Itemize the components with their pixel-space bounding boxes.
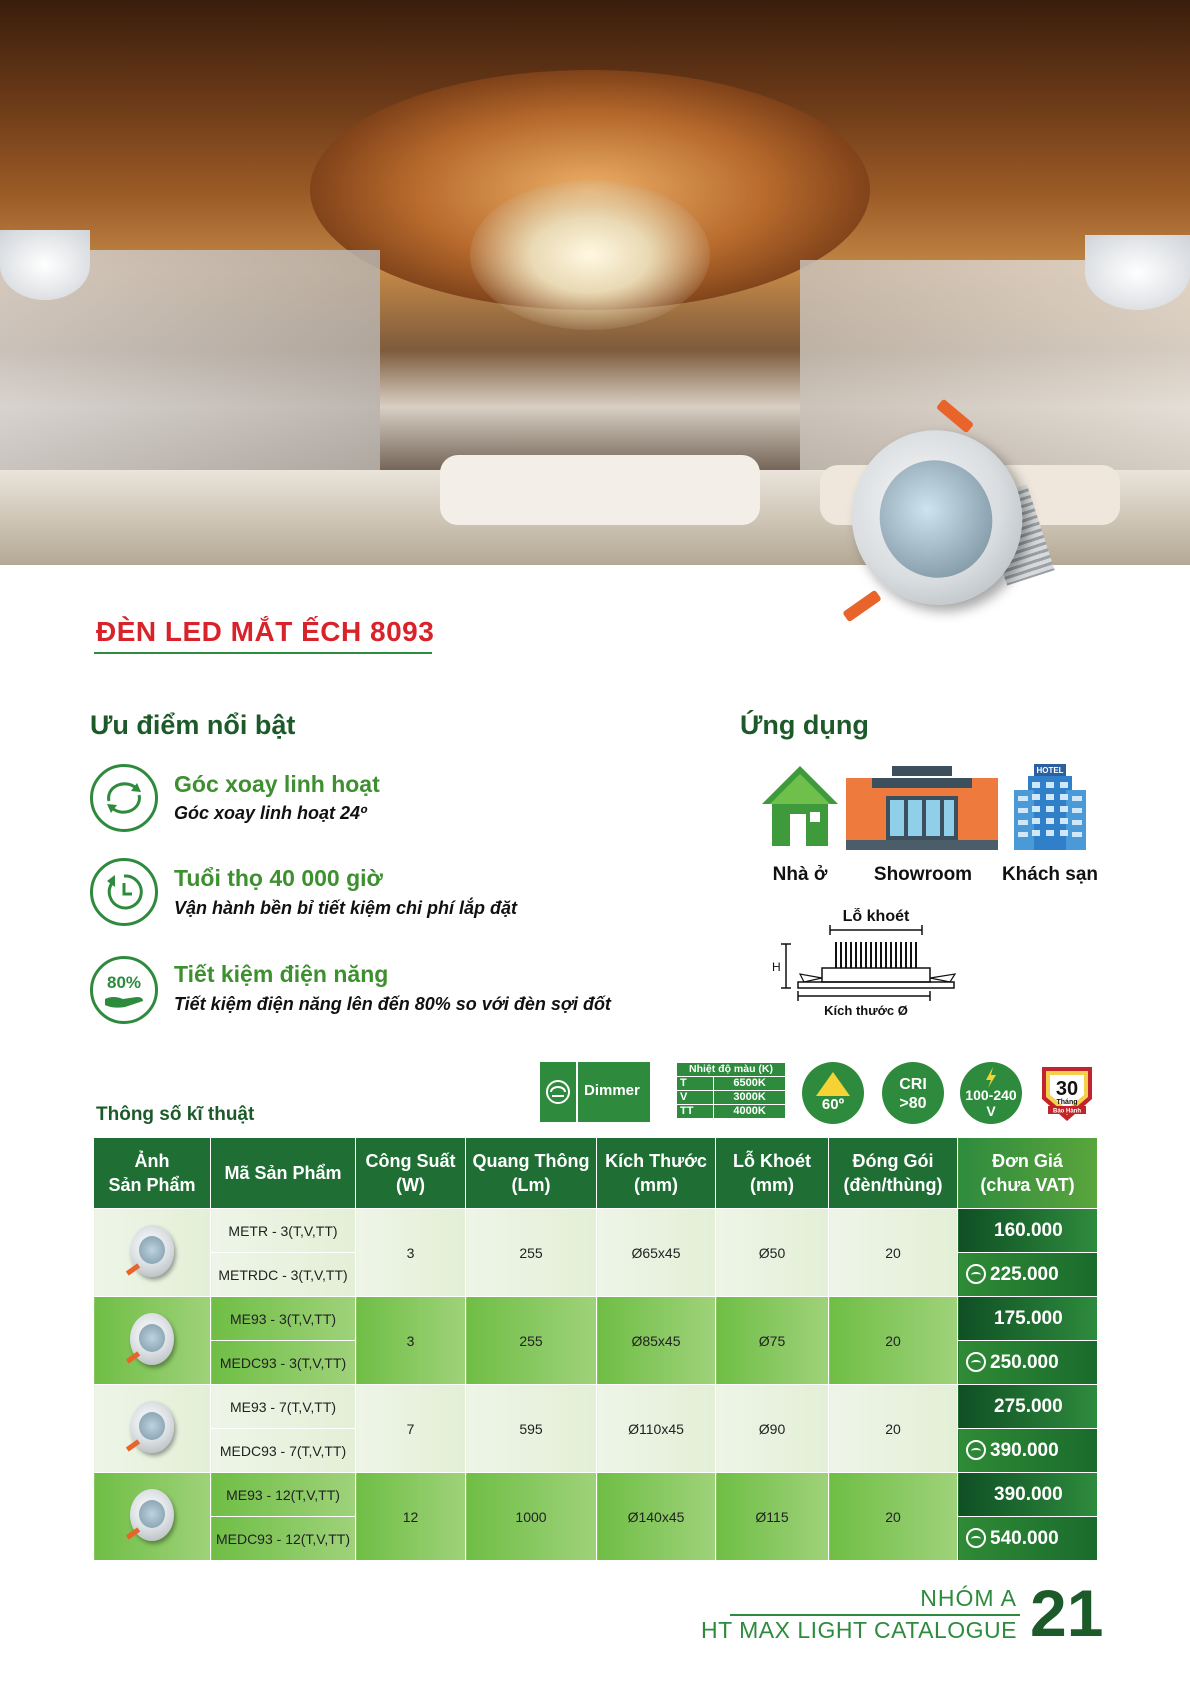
hole-label: Lỗ khoét — [842, 908, 910, 925]
rotate-icon — [90, 764, 158, 832]
application-label: Nhà ở — [772, 864, 828, 885]
lumen-cell: 255 — [466, 1209, 597, 1297]
hole-cell: Ø75 — [716, 1297, 829, 1385]
cri-badge — [882, 1062, 944, 1124]
house-icon — [760, 762, 840, 850]
size-cell: Ø65x45 — [597, 1209, 716, 1297]
color-temp-value: 4000K — [714, 1105, 786, 1119]
price-cell: 275.000 — [958, 1385, 1098, 1429]
warranty-number: 30 — [1055, 1078, 1079, 1100]
color-temp-value: 6500K — [714, 1077, 786, 1091]
size-cell: Ø110x45 — [597, 1385, 716, 1473]
voltage-badge — [960, 1062, 1022, 1124]
dimmer-icon — [966, 1528, 986, 1548]
saving-icon — [90, 956, 158, 1024]
size-cell: Ø140x45 — [597, 1473, 716, 1561]
hole-cell: Ø115 — [716, 1473, 829, 1561]
pack-cell: 20 — [829, 1209, 958, 1297]
product-code: MEDC93 - 7(T,V,TT) — [211, 1429, 356, 1473]
color-temp-code: TT — [677, 1105, 714, 1119]
chandelier-left — [0, 230, 90, 300]
dimmer-label: Dimmer — [584, 1082, 640, 1099]
table-row — [94, 1209, 1098, 1253]
showroom-icon — [846, 764, 998, 854]
feature-title: Góc xoay linh hoạt — [174, 771, 380, 797]
feature-desc: Vận hành bền bỉ tiết kiệm chi phí lắp đặt — [174, 898, 518, 918]
price-cell: 390.000 — [958, 1473, 1098, 1517]
voltage-range: 100-240 — [965, 1087, 1017, 1103]
pack-cell: 20 — [829, 1385, 958, 1473]
cri-label: CRI — [899, 1076, 927, 1093]
col-header-pack: Đóng Gói (đèn/thùng) — [829, 1138, 958, 1209]
chandelier-right — [1085, 235, 1190, 310]
col-header-hole: Lỗ Khoét (mm) — [716, 1138, 829, 1209]
hole-cell: Ø50 — [716, 1209, 829, 1297]
power-cell: 3 — [356, 1209, 466, 1297]
lumen-cell: 1000 — [466, 1473, 597, 1561]
dimmer-icon — [966, 1352, 986, 1372]
footer-catalogue: HT MAX LIGHT CATALOGUE — [700, 1617, 1017, 1643]
price-cell-dimmer: 540.000 — [958, 1517, 1098, 1561]
power-cell: 7 — [356, 1385, 466, 1473]
feature-title: Tuổi thọ 40 000 giờ — [174, 865, 383, 891]
warranty-label: Bảo Hành — [1052, 1108, 1082, 1115]
lamp-thumb-icon — [130, 1225, 174, 1277]
sofa — [440, 455, 760, 525]
color-temp-code: T — [677, 1077, 714, 1091]
feature-desc: Tiết kiệm điện năng lên đến 80% so với đèn sợi đốt — [174, 994, 611, 1014]
price-cell-dimmer: 250.000 — [958, 1341, 1098, 1385]
beam-angle-label: 60º — [821, 1096, 845, 1113]
color-temp-code: V — [677, 1091, 714, 1105]
lamp-thumb-icon — [130, 1489, 174, 1541]
feature-desc: Góc xoay linh hoạt 24º — [174, 803, 367, 823]
application-label: Khách sạn — [1001, 864, 1099, 885]
col-header-size: Kích Thước (mm) — [597, 1138, 716, 1209]
product-photo — [842, 410, 1042, 640]
beam-angle-badge — [802, 1062, 864, 1124]
product-thumbnail — [94, 1473, 211, 1561]
feature-title: Tiết kiệm điện năng — [174, 961, 389, 987]
col-header-lumen: Quang Thông (Lm) — [466, 1138, 597, 1209]
price-cell: 175.000 — [958, 1297, 1098, 1341]
product-code: ME93 - 12(T,V,TT) — [211, 1473, 356, 1517]
product-code: ME93 - 7(T,V,TT) — [211, 1385, 356, 1429]
dimension-diagram — [770, 908, 960, 1022]
hotel-sign: HOTEL — [1036, 766, 1064, 775]
pack-cell: 20 — [829, 1473, 958, 1561]
table-row — [94, 1385, 1098, 1429]
spring-clip — [842, 590, 882, 623]
col-header-code: Mã Sản Phẩm — [211, 1138, 356, 1209]
spec-heading: Thông số kĩ thuật — [96, 1104, 255, 1125]
hole-cell: Ø90 — [716, 1385, 829, 1473]
lamp-thumb-icon — [130, 1401, 174, 1453]
page-number: 21 — [1030, 1576, 1104, 1650]
product-title: ĐÈN LED MẮT ẾCH 8093 — [96, 616, 435, 647]
dimmer-icon — [540, 1062, 578, 1122]
title-underline — [94, 652, 432, 654]
col-header-price: Đơn Giá (chưa VAT) — [958, 1138, 1098, 1209]
price-cell: 160.000 — [958, 1209, 1098, 1253]
spec-table — [93, 1137, 1098, 1561]
voltage-unit: V — [986, 1103, 996, 1119]
hotel-icon — [1014, 762, 1086, 854]
saving-badge-text: 80% — [106, 973, 142, 992]
color-temp-value: 3000K — [714, 1091, 786, 1105]
advantages-heading: Ưu điểm nổi bật — [90, 710, 296, 740]
power-cell: 3 — [356, 1297, 466, 1385]
col-header-power: Công Suất (W) — [356, 1138, 466, 1209]
lumen-cell: 255 — [466, 1297, 597, 1385]
product-code: ME93 - 3(T,V,TT) — [211, 1297, 356, 1341]
table-row — [94, 1473, 1098, 1517]
price-cell-dimmer: 390.000 — [958, 1429, 1098, 1473]
product-code: METR - 3(T,V,TT) — [211, 1209, 356, 1253]
beam-angle-icon — [802, 1062, 864, 1124]
clock-icon — [90, 858, 158, 926]
pack-cell: 20 — [829, 1297, 958, 1385]
application-label: Showroom — [873, 864, 973, 885]
color-temperature-table — [676, 1062, 786, 1119]
dimmer-badge — [540, 1062, 650, 1122]
applications-heading: Ứng dụng — [740, 710, 869, 740]
height-label: H — [772, 960, 781, 974]
product-code: MEDC93 - 3(T,V,TT) — [211, 1341, 356, 1385]
warranty-badge — [1038, 1063, 1096, 1123]
cri-value: >80 — [899, 1095, 927, 1112]
table-row — [94, 1297, 1098, 1341]
price-cell-dimmer: 225.000 — [958, 1253, 1098, 1297]
col-header-image: Ảnh Sản Phẩm — [94, 1138, 211, 1209]
product-thumbnail — [94, 1385, 211, 1473]
product-code: METRDC - 3(T,V,TT) — [211, 1253, 356, 1297]
lamp-thumb-icon — [130, 1313, 174, 1365]
footer-divider — [730, 1614, 1020, 1616]
size-label: Kích thước Ø — [824, 1003, 908, 1018]
dimmer-icon — [966, 1440, 986, 1460]
warranty-unit: Tháng — [1056, 1099, 1078, 1106]
footer-group: NHÓM A — [920, 1585, 1017, 1611]
chandelier — [470, 180, 710, 330]
power-cell: 12 — [356, 1473, 466, 1561]
product-thumbnail — [94, 1209, 211, 1297]
product-thumbnail — [94, 1297, 211, 1385]
lumen-cell: 595 — [466, 1385, 597, 1473]
size-cell: Ø85x45 — [597, 1297, 716, 1385]
dimmer-icon — [966, 1264, 986, 1284]
color-temp-header: Nhiệt độ màu (K) — [677, 1063, 786, 1077]
product-code: MEDC93 - 12(T,V,TT) — [211, 1517, 356, 1561]
